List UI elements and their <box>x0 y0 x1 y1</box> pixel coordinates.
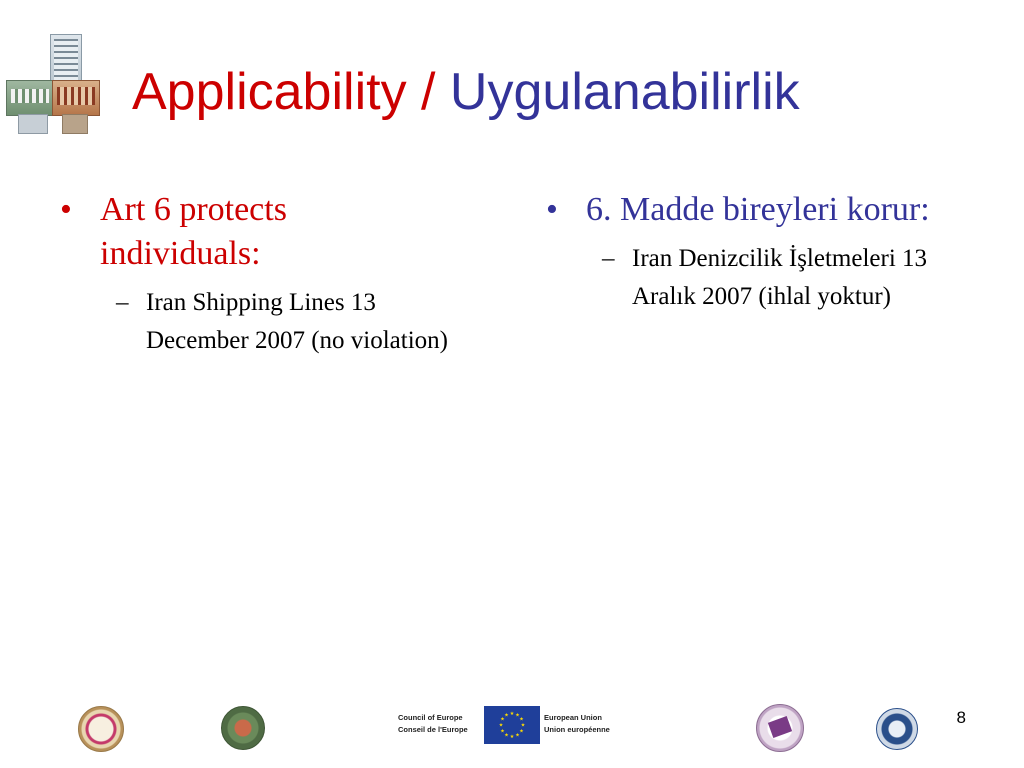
english-column <box>60 188 450 360</box>
svg-text:★: ★ <box>498 722 504 729</box>
svg-text:★: ★ <box>504 732 509 739</box>
institution-seal-logo <box>78 706 124 752</box>
svg-text:★: ★ <box>500 728 505 735</box>
title-turkish: Uygulanabilirlik <box>449 63 800 121</box>
svg-text:★: ★ <box>515 712 520 719</box>
bullet-text: Art 6 protects individuals: <box>100 191 287 272</box>
svg-text:★: ★ <box>520 722 526 729</box>
bullet-item <box>546 188 966 232</box>
brick-building-image <box>52 80 100 116</box>
svg-text:★: ★ <box>509 711 515 717</box>
sub-bullet-marker: – <box>116 289 129 316</box>
green-building-image <box>6 80 54 116</box>
eu-stars-icon <box>484 706 540 744</box>
sub-bullet-marker: – <box>602 245 615 272</box>
turkish-column <box>546 188 966 316</box>
sub-bullet-text: Iran Denizcilik İşletmeleri 13 Aralık 2007 (ihlal yoktur) <box>632 245 928 310</box>
bullet-marker: • <box>546 191 558 228</box>
sub-bullet-text: Iran Shipping Lines 13 December 2007 (no violation) <box>146 289 448 354</box>
bullet-item <box>60 188 450 276</box>
building-photo-small <box>18 114 48 134</box>
tower-building-image <box>50 34 82 86</box>
title-separator: / <box>406 63 450 121</box>
slide-title <box>132 63 800 121</box>
sub-bullet-item <box>546 240 966 316</box>
coe-name-en: Council of Europe <box>398 713 463 722</box>
bullet-text: 6. Madde bireyleri korur: <box>586 191 930 228</box>
svg-text:★: ★ <box>519 728 524 735</box>
bullet-marker: • <box>60 191 72 228</box>
eu-name-en: European Union <box>544 713 602 722</box>
council-of-europe-label <box>398 712 468 736</box>
svg-text:★: ★ <box>509 734 515 740</box>
page-number: 8 <box>956 708 966 727</box>
building-photo-small <box>62 114 88 134</box>
building-logo-collage <box>0 34 104 134</box>
coe-eu-logo <box>398 706 628 744</box>
svg-text:★: ★ <box>500 716 505 723</box>
coe-name-fr: Conseil de l'Europe <box>398 725 468 734</box>
academy-seal-logo <box>756 704 804 752</box>
svg-text:★: ★ <box>515 732 520 739</box>
eu-flag-icon <box>484 706 540 744</box>
court-seal-logo <box>221 706 265 750</box>
svg-text:★: ★ <box>519 716 524 723</box>
title-english: Applicability <box>132 63 407 121</box>
european-union-label <box>544 712 610 736</box>
sub-bullet-item <box>60 284 450 360</box>
justice-seal-logo <box>876 708 918 750</box>
svg-text:★: ★ <box>504 712 509 719</box>
eu-name-fr: Union européenne <box>544 725 610 734</box>
